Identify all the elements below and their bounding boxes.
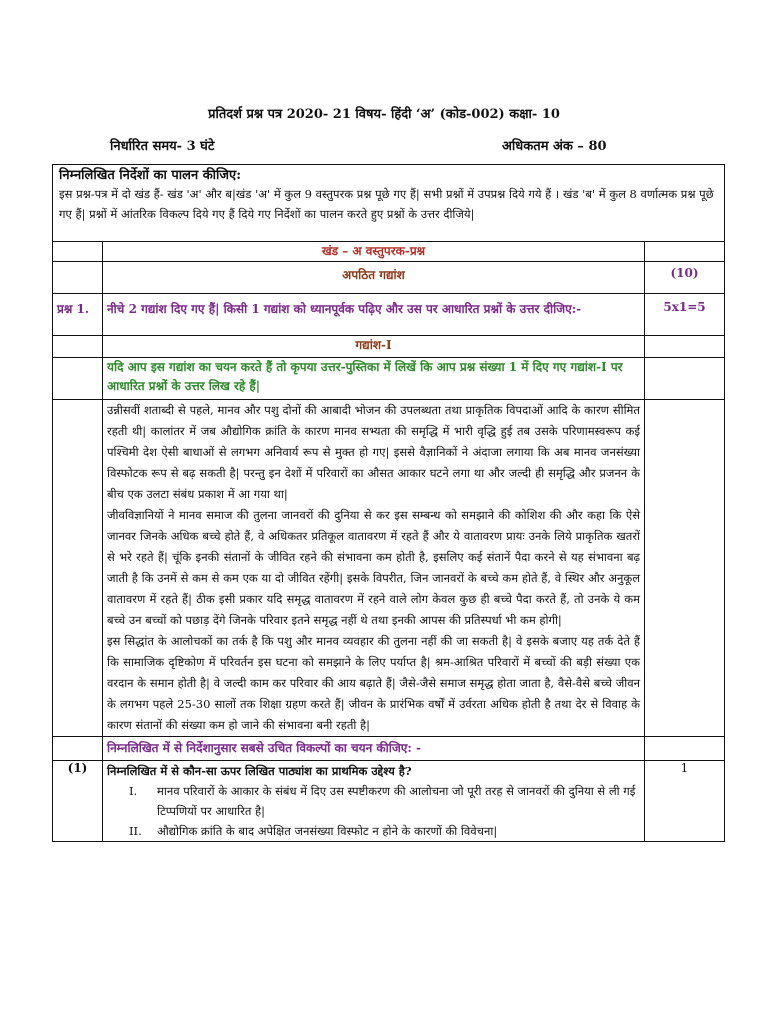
option-2-numeral: II. — [129, 824, 142, 838]
choose-note: निम्नलिखित में से निर्देशानुसार सबसे उचित विकल्पों का चयन कीजिए: - — [103, 737, 645, 761]
subquestion-1-number: (1) — [53, 761, 103, 842]
section-marks: (10) — [645, 262, 725, 294]
subquestion-1-row — [53, 761, 725, 842]
subquestion-1-text: निम्नलिखित में से कौन-सा ऊपर लिखित पाठ्यांश का प्राथमिक उद्देश्य है? — [107, 764, 412, 778]
subtitle-row — [53, 262, 725, 294]
instructions-box — [52, 164, 725, 242]
passage-note-row — [53, 358, 725, 400]
passage-label-row — [53, 336, 725, 358]
passage-text — [103, 400, 645, 737]
choose-note-row — [53, 737, 725, 761]
section-row — [53, 242, 725, 262]
option-2-text: औद्योगिक क्रांति के बाद अपेक्षित जनसंख्या विस्फोट न होने के कारणों की विवेचना| — [157, 824, 498, 838]
section-subtitle: अपठित गद्यांश — [103, 262, 645, 294]
section-title: खंड – अ वस्तुपरक-प्रश्न — [103, 242, 645, 262]
passage-paragraph: जीवविज्ञानियों ने मानव समाज की तुलना जानवरों की दुनिया से कर इस सम्बन्ध को समझाने की कोशिश की और कहा कि ऐसे जानवर जिनके अधिक बच्चे होते हैं, वे अधिकतर प्रतिकूल वातावरण में रहते हैं और ये वातावरण प्रायः उनके लिये प्राकृतिक खतरों से भरे रहते हैं| चूंकि इनकी संतानों के जीवित रहने की संभावना कम होती है, इसलिए कई संतानें पैदा करने से यह संभावना बढ़ जाती है कि उनमें से कम से कम एक या दो जीवित रहेंगी| इसके विपरीत, जिन जानवरों के बच्चे कम होते हैं, वे स्थिर और अनुकूल वातावरण में रहते हैं| ठीक इसी प्रकार यदि समृद्ध वातावरण में रहने वाले लोग केवल कुछ ही बच्चे पैदा करते हैं, तो उनके ये कम बच्चे उन बच्चों को पछाड़ देंगे जिनके परिवार इतने समृद्ध नहीं थे तथा इनकी आपस की प्रतिस्पर्धा भी कम होगी| — [107, 508, 640, 627]
option-1 — [107, 781, 640, 821]
question-1-text: नीचे 2 गद्यांश दिए गए हैं| किसी 1 गद्यांश को ध्यानपूर्वक पढ़िए और उस पर आधारित प्रश्नों के उत्तर दीजिए:- — [103, 294, 645, 336]
passage-paragraph: उन्नीसवीं शताब्दी से पहले, मानव और पशु दोनों की आबादी भोजन की उपलब्धता तथा प्राकृतिक विपदाओं आदि के कारण सीमित रहती थी| कालांतर में जब औद्योगिक क्रांति के कारण मानव सभ्यता की समृद्धि में भारी वृद्धि हुई तब उसके परिणामस्वरूप कई पश्चिमी देश ऐसी बाधाओं से लगभग अनिवार्य रूप से मुक्त हो गए| इससे वैज्ञानिकों ने अंदाजा लगाया कि अब मानव जनसंख्या विस्फोटक रूप से बढ़ सकती है| परन्तु इन देशों में परिवारों का औसत आकार घटने लगा था और जल्दी ही समृद्धि और प्रजनन के बीच एक उलटा संबंध प्रकाश में आ गया था| — [107, 403, 640, 501]
passage-row — [53, 400, 725, 737]
instructions-heading: निम्नलिखित निर्देशों का पालन कीजिए: — [59, 168, 242, 183]
option-2 — [107, 821, 640, 841]
option-1-numeral: I. — [129, 784, 138, 798]
maximum-marks: अधिकतम अंक – 80 — [502, 139, 607, 154]
passage-paragraph: इस सिद्धांत के आलोचकों का तर्क है कि पशु और मानव व्यवहार की तुलना नहीं की जा सकती है| वे इसके बजाए यह तर्क देते हैं कि सामाजिक दृष्टिकोण में परिवर्तन इस घटना को समझाने के लिए पर्याप्त है| श्रम-आश्रित परिवारों में बच्चों की बड़ी संख्या एक वरदान के समान होती है| वे जल्दी काम कर परिवार की आय बढ़ाते हैं| जैसे-जैसे समाज समृद्ध होता जाता है, वैसे-वैसे बच्चे जीवन के लगभग पहले 25-30 सालों तक शिक्षा ग्रहण करते हैं| जीवन के प्रारंभिक वर्षों में उर्वरता अधिक होती है तथा देर से विवाह के कारण संतानों की संख्या कम हो जाने की संभावना बनी रहती है| — [107, 634, 640, 732]
instructions-body: इस प्रश्न-पत्र में दो खंड हैं- खंड 'अ' और ब|खंड 'अ' में कुल 9 वस्तुपरक प्रश्न पूछे गए हैं| सभी प्रश्नों में उपप्रश्न दिये गये हैं । खंड 'ब' में कुल 8 वर्णात्मक प्रश्न पूछे गए हैं| प्रश्नों में आंतरिक विकल्प दिये गए हैं दिये गए निर्देशों का पालन करते हुए प्रश्नों के उत्तर दीजिये| — [59, 187, 714, 221]
question-table — [52, 241, 725, 842]
question-1-number: प्रश्न 1. — [53, 294, 103, 336]
question-1-marks: 5x1=5 — [645, 294, 725, 336]
passage-label: गद्यांश-I — [103, 336, 645, 358]
subquestion-1-marks: 1 — [645, 761, 725, 842]
time-allowed: निर्धारित समय- 3 घंटे — [110, 139, 215, 154]
subquestion-1-body — [103, 761, 645, 842]
question-1-row — [53, 294, 725, 336]
paper-title: प्रतिदर्श प्रश्न पत्र 2020- 21 विषय- हिंदी ‘अ’ (कोड-002) कक्षा- 10 — [208, 107, 560, 122]
option-1-text: मानव परिवारों के आकार के संबंध में दिए उस स्पष्टीकरण की आलोचना जो पूरी तरह से जानवरों की दुनिया से ली गई टिप्पणियों पर आधारित है| — [157, 784, 636, 818]
passage-note: यदि आप इस गद्यांश का चयन करते हैं तो कृपया उत्तर-पुस्तिका में लिखें कि आप प्रश्न संख्या 1 में दिए गए गद्यांश-I पर आधारित प्रश्नों के उत्तर लिख रहे हैं| — [103, 358, 645, 400]
